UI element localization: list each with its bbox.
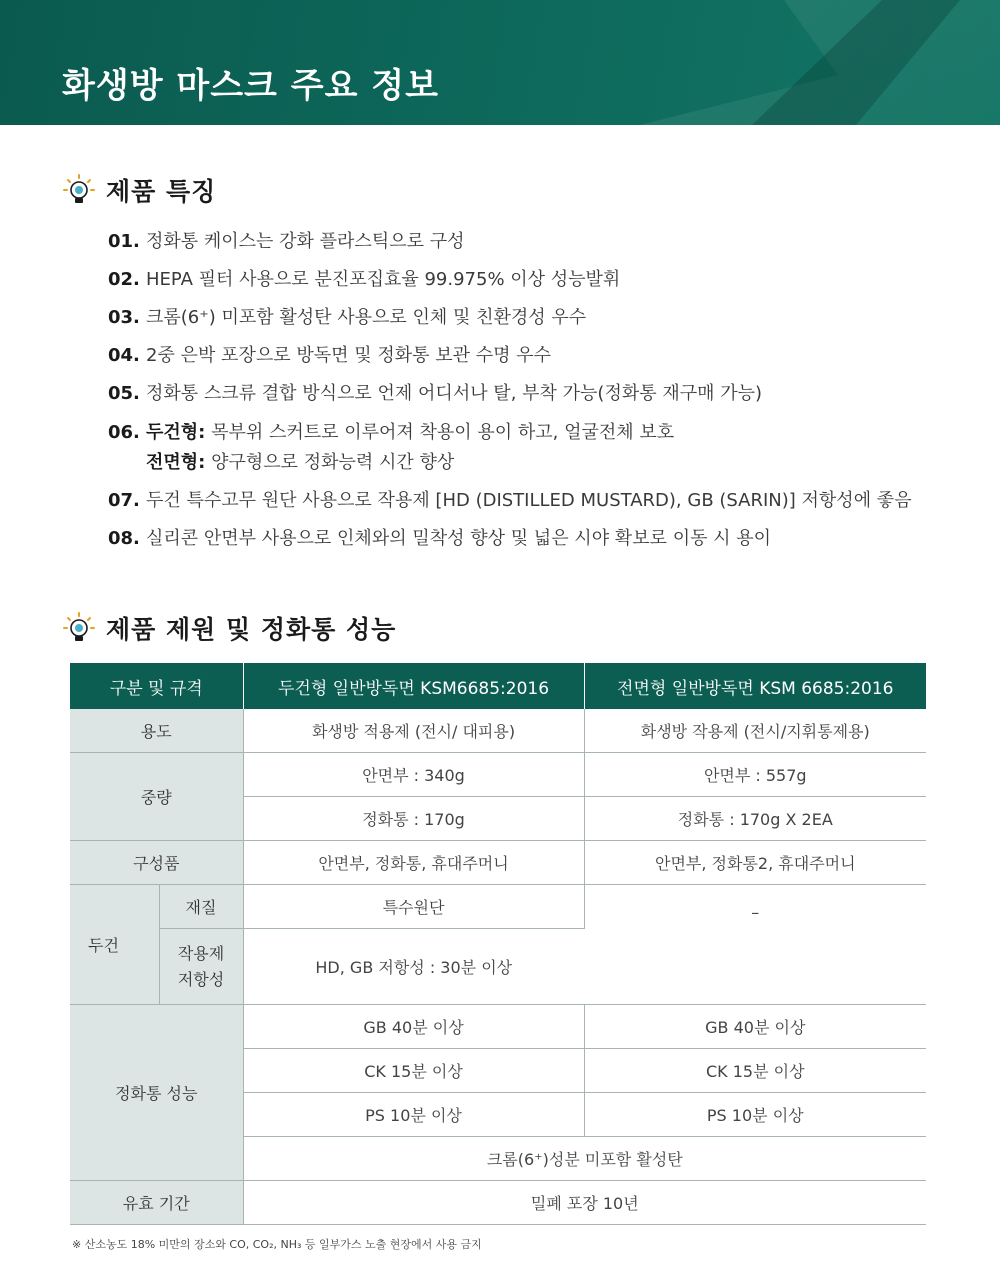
row-label: 용도 <box>70 709 243 753</box>
table-cell: GB 40분 이상 <box>243 1005 584 1049</box>
table-cell: PS 10분 이상 <box>243 1093 584 1137</box>
table-header-cell: 두건형 일반방독면 KSM6685:2016 <box>243 663 584 709</box>
table-header-cell: 구분 및 규격 <box>70 663 243 709</box>
row-label: 구성품 <box>70 841 243 885</box>
lightbulb-icon <box>62 611 96 645</box>
spec-table <box>70 663 926 1225</box>
table-cell: 안면부 : 340g <box>243 753 584 797</box>
section-title-features: 제품 특징 <box>62 172 216 208</box>
table-cell: 화생방 작용제 (전시/지휘통제용) <box>584 709 926 753</box>
table-row <box>70 1181 926 1225</box>
page-title: 화생방 마스크 주요 정보 <box>62 66 439 106</box>
table-cell: GB 40분 이상 <box>584 1005 926 1049</box>
table-cell: CK 15분 이상 <box>243 1049 584 1093</box>
table-cell: 안면부, 정화통2, 휴대주머니 <box>584 841 926 885</box>
list-item: 03. 크롬(6⁺) 미포함 활성탄 사용으로 인체 및 친환경성 우수 <box>108 307 587 328</box>
table-cell: 안면부, 정화통, 휴대주머니 <box>243 841 584 885</box>
table-cell: – <box>584 885 926 1005</box>
table-cell: HD, GB 저항성 : 30분 이상 <box>243 929 584 1005</box>
table-cell: PS 10분 이상 <box>584 1093 926 1137</box>
list-item: 02. HEPA 필터 사용으로 분진포집효율 99.975% 이상 성능발휘 <box>108 269 621 290</box>
list-item: 07. 두건 특수고무 원단 사용으로 작용제 [HD (DISTILLED MUSTARD), GB (SARIN)] 저항성에 좋음 <box>108 490 912 511</box>
table-cell: 안면부 : 557g <box>584 753 926 797</box>
table-row <box>70 753 926 797</box>
list-item: 06. 두건형: 목부위 스커트로 이루어져 착용이 용이 하고, 얼굴전체 보호 전면형: 양구형으로 정화능력 시간 향상 <box>108 422 675 473</box>
table-cell: 정화통 : 170g <box>243 797 584 841</box>
table-row <box>70 841 926 885</box>
list-item: 05. 정화통 스크류 결합 방식으로 언제 어디서나 탈, 부착 가능(정화통 재구매 가능) <box>108 383 763 404</box>
table-row <box>70 885 926 929</box>
list-item: 08. 실리콘 안면부 사용으로 인체와의 밀착성 향상 및 넓은 시야 확보로 이동 시 용이 <box>108 528 772 549</box>
row-label: 두건 <box>70 885 159 1005</box>
table-cell: 크롬(6⁺)성분 미포함 활성탄 <box>243 1137 926 1181</box>
row-label: 정화통 성능 <box>70 1005 243 1181</box>
table-row <box>70 1005 926 1049</box>
table-cell: CK 15분 이상 <box>584 1049 926 1093</box>
table-header-cell: 전면형 일반방독면 KSM 6685:2016 <box>584 663 926 709</box>
row-label: 중량 <box>70 753 243 841</box>
header-banner <box>0 0 1000 125</box>
row-label: 유효 기간 <box>70 1181 243 1225</box>
table-cell: 밀폐 포장 10년 <box>243 1181 926 1225</box>
footnote: ※ 산소농도 18% 미만의 장소와 CO, CO₂, NH₃ 등 일부가스 노출 현장에서 사용 금지 <box>72 1238 482 1251</box>
feature-list <box>108 227 988 562</box>
table-cell: 화생방 적용제 (전시/ 대피용) <box>243 709 584 753</box>
table-cell: 특수원단 <box>243 885 584 929</box>
table-header-row <box>70 663 926 709</box>
table-row <box>70 709 926 753</box>
table-cell: 정화통 : 170g X 2EA <box>584 797 926 841</box>
lightbulb-icon <box>62 173 96 207</box>
row-sublabel: 작용제 저항성 <box>159 929 243 1005</box>
section-title-specs: 제품 제원 및 정화통 성능 <box>62 610 396 646</box>
row-sublabel: 재질 <box>159 885 243 929</box>
list-item: 04. 2중 은박 포장으로 방독면 및 정화통 보관 수명 우수 <box>108 345 551 366</box>
list-item: 01. 정화통 케이스는 강화 플라스틱으로 구성 <box>108 231 465 252</box>
